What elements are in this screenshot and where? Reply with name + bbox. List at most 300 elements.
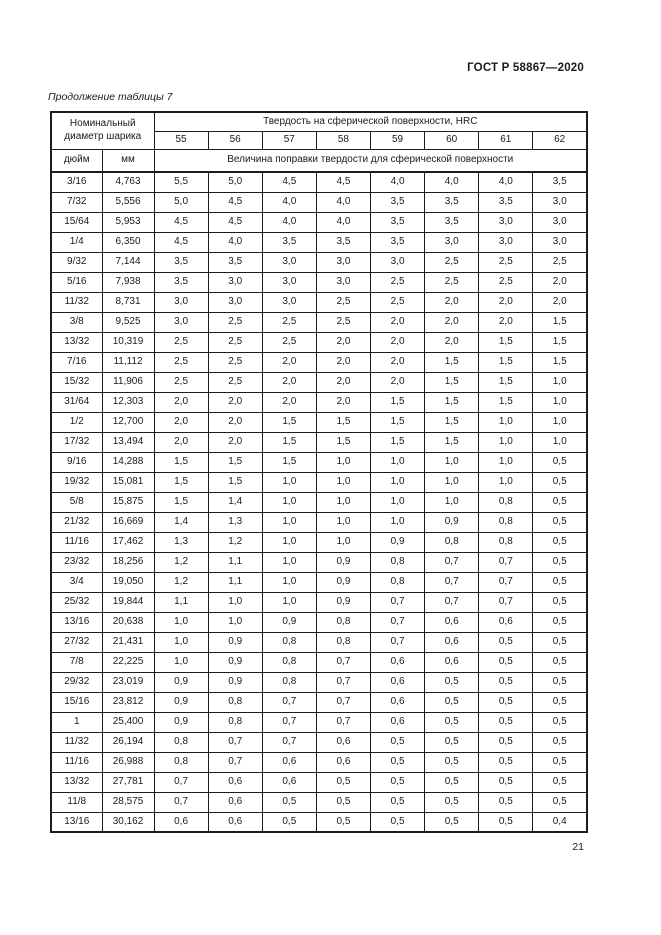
cell-correction-value: 1,5	[262, 452, 316, 472]
table-row	[51, 632, 587, 652]
cell-diameter-mm: 10,319	[102, 332, 154, 352]
cell-correction-value: 1,2	[154, 552, 208, 572]
cell-correction-value: 0,5	[425, 772, 479, 792]
table-row	[51, 172, 587, 192]
cell-correction-value: 0,5	[533, 592, 587, 612]
cell-correction-value: 0,7	[425, 552, 479, 572]
cell-diameter-mm: 5,556	[102, 192, 154, 212]
cell-diameter-mm: 7,144	[102, 252, 154, 272]
table-row	[51, 512, 587, 532]
cell-correction-value: 2,0	[479, 312, 533, 332]
cell-correction-value: 3,5	[154, 252, 208, 272]
table-row	[51, 552, 587, 572]
cell-correction-value: 0,5	[479, 752, 533, 772]
page-number: 21	[572, 841, 584, 853]
cell-diameter-mm: 30,162	[102, 812, 154, 832]
cell-correction-value: 3,0	[154, 312, 208, 332]
cell-correction-value: 0,6	[154, 812, 208, 832]
cell-diameter-inch: 5/16	[51, 272, 102, 292]
cell-correction-value: 1,5	[533, 352, 587, 372]
cell-diameter-mm: 15,081	[102, 472, 154, 492]
cell-diameter-mm: 4,763	[102, 172, 154, 192]
unit-inch-header: дюйм	[51, 149, 102, 172]
cell-correction-value: 1,0	[208, 592, 262, 612]
cell-correction-value: 0,8	[479, 492, 533, 512]
table-row	[51, 192, 587, 212]
table-caption: Продолжение таблицы 7	[48, 91, 173, 103]
cell-correction-value: 3,5	[208, 252, 262, 272]
hrc-level-header: 55	[154, 131, 208, 149]
cell-correction-value: 2,5	[208, 332, 262, 352]
cell-correction-value: 0,7	[479, 592, 533, 612]
cell-correction-value: 0,7	[479, 572, 533, 592]
cell-correction-value: 4,0	[262, 192, 316, 212]
cell-correction-value: 0,7	[316, 712, 370, 732]
cell-correction-value: 0,9	[371, 532, 425, 552]
nominal-diameter-header: Номинальный диаметр шарика	[51, 112, 154, 149]
header-row-units	[51, 149, 587, 172]
table-row	[51, 652, 587, 672]
cell-correction-value: 3,0	[316, 272, 370, 292]
cell-diameter-mm: 11,112	[102, 352, 154, 372]
cell-diameter-mm: 14,288	[102, 452, 154, 472]
cell-diameter-inch: 13/16	[51, 812, 102, 832]
cell-diameter-inch: 3/8	[51, 312, 102, 332]
cell-correction-value: 2,0	[208, 392, 262, 412]
cell-correction-value: 1,5	[154, 472, 208, 492]
cell-diameter-inch: 1/4	[51, 232, 102, 252]
cell-correction-value: 1,0	[262, 532, 316, 552]
table-row	[51, 572, 587, 592]
cell-correction-value: 0,9	[208, 652, 262, 672]
unit-mm-header: мм	[102, 149, 154, 172]
cell-diameter-inch: 27/32	[51, 632, 102, 652]
cell-diameter-inch: 11/16	[51, 532, 102, 552]
cell-correction-value: 2,0	[425, 332, 479, 352]
cell-diameter-mm: 20,638	[102, 612, 154, 632]
cell-correction-value: 0,4	[533, 812, 587, 832]
cell-correction-value: 0,6	[262, 752, 316, 772]
cell-correction-value: 0,6	[425, 652, 479, 672]
cell-correction-value: 0,6	[425, 612, 479, 632]
cell-correction-value: 1,5	[479, 372, 533, 392]
cell-diameter-inch: 15/16	[51, 692, 102, 712]
cell-correction-value: 1,0	[371, 492, 425, 512]
cell-correction-value: 0,5	[316, 812, 370, 832]
cell-correction-value: 1,0	[262, 552, 316, 572]
cell-correction-value: 3,5	[425, 192, 479, 212]
table-row	[51, 792, 587, 812]
cell-correction-value: 2,5	[154, 332, 208, 352]
hrc-level-header: 57	[262, 131, 316, 149]
cell-correction-value: 0,7	[154, 792, 208, 812]
cell-correction-value: 2,0	[425, 312, 479, 332]
cell-correction-value: 0,5	[316, 792, 370, 812]
cell-correction-value: 1,3	[208, 512, 262, 532]
cell-correction-value: 1,5	[208, 472, 262, 492]
cell-correction-value: 1,4	[154, 512, 208, 532]
cell-correction-value: 3,0	[154, 292, 208, 312]
cell-correction-value: 0,6	[316, 752, 370, 772]
cell-correction-value: 1,5	[371, 432, 425, 452]
cell-diameter-mm: 7,938	[102, 272, 154, 292]
cell-diameter-mm: 26,988	[102, 752, 154, 772]
cell-correction-value: 1,5	[425, 432, 479, 452]
cell-correction-value: 0,5	[479, 692, 533, 712]
table-row	[51, 532, 587, 552]
cell-correction-value: 0,7	[316, 692, 370, 712]
table-header	[51, 112, 587, 172]
cell-correction-value: 1,5	[154, 452, 208, 472]
cell-correction-value: 0,5	[479, 672, 533, 692]
cell-diameter-inch: 1	[51, 712, 102, 732]
cell-correction-value: 0,7	[208, 752, 262, 772]
cell-diameter-inch: 9/32	[51, 252, 102, 272]
cell-correction-value: 2,5	[154, 372, 208, 392]
cell-correction-value: 0,5	[371, 812, 425, 832]
cell-correction-value: 3,0	[262, 292, 316, 312]
cell-correction-value: 4,0	[262, 212, 316, 232]
cell-diameter-inch: 13/32	[51, 772, 102, 792]
cell-diameter-mm: 28,575	[102, 792, 154, 812]
cell-correction-value: 1,5	[371, 412, 425, 432]
cell-correction-value: 0,8	[154, 732, 208, 752]
cell-correction-value: 2,0	[262, 352, 316, 372]
table-row	[51, 612, 587, 632]
cell-diameter-inch: 11/8	[51, 792, 102, 812]
cell-correction-value: 4,0	[371, 172, 425, 192]
cell-correction-value: 0,5	[262, 812, 316, 832]
correction-value-header: Величина поправки твердости для сферической поверхности	[154, 149, 587, 172]
cell-correction-value: 2,5	[208, 312, 262, 332]
cell-correction-value: 0,5	[479, 712, 533, 732]
cell-correction-value: 3,5	[479, 192, 533, 212]
cell-diameter-inch: 11/32	[51, 732, 102, 752]
cell-correction-value: 3,0	[533, 232, 587, 252]
cell-diameter-inch: 29/32	[51, 672, 102, 692]
table-row	[51, 232, 587, 252]
hrc-level-header: 58	[316, 131, 370, 149]
cell-correction-value: 1,5	[425, 412, 479, 432]
cell-diameter-inch: 7/16	[51, 352, 102, 372]
cell-diameter-inch: 19/32	[51, 472, 102, 492]
cell-correction-value: 4,5	[316, 172, 370, 192]
cell-correction-value: 0,5	[533, 572, 587, 592]
cell-correction-value: 0,7	[479, 552, 533, 572]
cell-correction-value: 1,0	[479, 412, 533, 432]
cell-correction-value: 0,8	[316, 632, 370, 652]
cell-correction-value: 0,6	[208, 772, 262, 792]
cell-correction-value: 1,0	[316, 472, 370, 492]
cell-correction-value: 4,0	[316, 212, 370, 232]
cell-diameter-mm: 19,844	[102, 592, 154, 612]
cell-correction-value: 4,0	[425, 172, 479, 192]
hrc-level-header: 59	[371, 131, 425, 149]
cell-correction-value: 5,0	[154, 192, 208, 212]
cell-correction-value: 0,5	[533, 492, 587, 512]
cell-correction-value: 0,5	[533, 632, 587, 652]
cell-diameter-mm: 6,350	[102, 232, 154, 252]
cell-diameter-mm: 5,953	[102, 212, 154, 232]
cell-diameter-mm: 27,781	[102, 772, 154, 792]
cell-correction-value: 1,0	[371, 512, 425, 532]
standard-designation: ГОСТ Р 58867—2020	[467, 62, 584, 74]
cell-correction-value: 2,0	[262, 392, 316, 412]
cell-correction-value: 1,5	[479, 332, 533, 352]
cell-correction-value: 1,0	[479, 472, 533, 492]
cell-correction-value: 1,1	[208, 572, 262, 592]
cell-correction-value: 3,0	[316, 252, 370, 272]
cell-correction-value: 0,8	[262, 652, 316, 672]
cell-correction-value: 3,0	[425, 232, 479, 252]
cell-correction-value: 2,0	[262, 372, 316, 392]
cell-correction-value: 0,6	[208, 812, 262, 832]
cell-correction-value: 1,0	[262, 512, 316, 532]
cell-correction-value: 0,5	[425, 812, 479, 832]
cell-correction-value: 2,5	[533, 252, 587, 272]
cell-correction-value: 3,0	[533, 212, 587, 232]
hrc-level-header: 61	[479, 131, 533, 149]
cell-correction-value: 0,8	[208, 712, 262, 732]
cell-correction-value: 0,9	[316, 592, 370, 612]
cell-correction-value: 0,8	[154, 752, 208, 772]
cell-correction-value: 0,5	[533, 772, 587, 792]
table-row	[51, 272, 587, 292]
header-row-top	[51, 112, 587, 131]
cell-correction-value: 0,6	[316, 732, 370, 752]
cell-correction-value: 0,5	[533, 552, 587, 572]
cell-correction-value: 1,0	[316, 492, 370, 512]
cell-correction-value: 1,0	[316, 512, 370, 532]
cell-correction-value: 1,0	[316, 532, 370, 552]
cell-correction-value: 4,0	[208, 232, 262, 252]
cell-correction-value: 3,0	[479, 212, 533, 232]
table-row	[51, 212, 587, 232]
cell-correction-value: 5,0	[208, 172, 262, 192]
cell-correction-value: 1,0	[425, 452, 479, 472]
cell-correction-value: 3,0	[208, 292, 262, 312]
cell-correction-value: 2,5	[316, 292, 370, 312]
cell-correction-value: 3,0	[208, 272, 262, 292]
cell-correction-value: 3,5	[371, 192, 425, 212]
cell-correction-value: 1,0	[533, 372, 587, 392]
cell-correction-value: 0,7	[371, 612, 425, 632]
cell-correction-value: 2,5	[479, 252, 533, 272]
table-row	[51, 592, 587, 612]
cell-diameter-mm: 19,050	[102, 572, 154, 592]
cell-correction-value: 0,7	[154, 772, 208, 792]
cell-correction-value: 1,0	[533, 412, 587, 432]
cell-correction-value: 2,0	[371, 372, 425, 392]
cell-correction-value: 0,7	[262, 692, 316, 712]
cell-correction-value: 1,5	[371, 392, 425, 412]
table-row	[51, 292, 587, 312]
cell-correction-value: 1,5	[262, 432, 316, 452]
cell-correction-value: 0,8	[371, 552, 425, 572]
cell-correction-value: 0,5	[371, 732, 425, 752]
cell-correction-value: 1,5	[208, 452, 262, 472]
cell-correction-value: 0,5	[425, 792, 479, 812]
cell-correction-value: 0,9	[208, 672, 262, 692]
cell-correction-value: 2,0	[208, 412, 262, 432]
cell-correction-value: 0,5	[262, 792, 316, 812]
cell-correction-value: 0,7	[371, 632, 425, 652]
cell-correction-value: 0,9	[154, 712, 208, 732]
cell-correction-value: 4,5	[208, 192, 262, 212]
cell-correction-value: 4,5	[154, 232, 208, 252]
cell-correction-value: 0,6	[262, 772, 316, 792]
table-row	[51, 672, 587, 692]
cell-diameter-inch: 5/8	[51, 492, 102, 512]
cell-correction-value: 2,0	[533, 272, 587, 292]
cell-correction-value: 1,0	[262, 472, 316, 492]
cell-correction-value: 1,0	[533, 392, 587, 412]
table-row	[51, 412, 587, 432]
cell-correction-value: 2,0	[371, 332, 425, 352]
cell-correction-value: 0,9	[262, 612, 316, 632]
cell-correction-value: 0,6	[208, 792, 262, 812]
cell-correction-value: 1,0	[371, 452, 425, 472]
cell-diameter-mm: 12,303	[102, 392, 154, 412]
cell-diameter-mm: 22,225	[102, 652, 154, 672]
cell-correction-value: 0,5	[479, 652, 533, 672]
cell-correction-value: 1,0	[479, 432, 533, 452]
cell-correction-value: 1,0	[208, 612, 262, 632]
cell-correction-value: 0,9	[316, 552, 370, 572]
cell-diameter-inch: 11/16	[51, 752, 102, 772]
cell-correction-value: 1,0	[425, 492, 479, 512]
cell-correction-value: 1,5	[316, 412, 370, 432]
cell-correction-value: 2,0	[316, 372, 370, 392]
cell-correction-value: 0,5	[371, 772, 425, 792]
table-row	[51, 492, 587, 512]
cell-correction-value: 4,5	[262, 172, 316, 192]
cell-correction-value: 2,5	[479, 272, 533, 292]
cell-correction-value: 0,6	[371, 652, 425, 672]
cell-correction-value: 0,8	[316, 612, 370, 632]
cell-correction-value: 0,5	[479, 732, 533, 752]
cell-correction-value: 2,5	[425, 252, 479, 272]
cell-correction-value: 0,8	[479, 512, 533, 532]
cell-correction-value: 2,0	[208, 432, 262, 452]
cell-diameter-inch: 31/64	[51, 392, 102, 412]
cell-correction-value: 3,0	[479, 232, 533, 252]
cell-correction-value: 3,0	[262, 252, 316, 272]
table-body	[51, 172, 587, 832]
cell-correction-value: 0,5	[316, 772, 370, 792]
hrc-level-header: 60	[425, 131, 479, 149]
cell-correction-value: 1,3	[154, 532, 208, 552]
cell-correction-value: 1,2	[154, 572, 208, 592]
cell-diameter-mm: 23,812	[102, 692, 154, 712]
cell-diameter-mm: 13,494	[102, 432, 154, 452]
cell-correction-value: 2,5	[371, 272, 425, 292]
cell-correction-value: 0,9	[316, 572, 370, 592]
cell-correction-value: 0,9	[425, 512, 479, 532]
cell-diameter-mm: 18,256	[102, 552, 154, 572]
cell-diameter-mm: 9,525	[102, 312, 154, 332]
cell-correction-value: 1,5	[533, 332, 587, 352]
cell-correction-value: 0,5	[533, 692, 587, 712]
cell-diameter-mm: 12,700	[102, 412, 154, 432]
cell-diameter-mm: 11,906	[102, 372, 154, 392]
cell-correction-value: 0,5	[425, 692, 479, 712]
cell-correction-value: 0,5	[425, 732, 479, 752]
cell-correction-value: 4,0	[479, 172, 533, 192]
cell-diameter-inch: 7/8	[51, 652, 102, 672]
cell-correction-value: 2,5	[154, 352, 208, 372]
cell-diameter-inch: 25/32	[51, 592, 102, 612]
cell-correction-value: 1,5	[316, 432, 370, 452]
cell-correction-value: 3,0	[533, 192, 587, 212]
cell-correction-value: 1,5	[533, 312, 587, 332]
cell-diameter-mm: 15,875	[102, 492, 154, 512]
cell-correction-value: 3,5	[425, 212, 479, 232]
table-row	[51, 312, 587, 332]
cell-correction-value: 1,0	[154, 652, 208, 672]
cell-diameter-mm: 25,400	[102, 712, 154, 732]
cell-diameter-inch: 13/16	[51, 612, 102, 632]
cell-correction-value: 1,0	[262, 572, 316, 592]
cell-correction-value: 3,5	[371, 232, 425, 252]
cell-correction-value: 0,7	[425, 592, 479, 612]
table-row	[51, 432, 587, 452]
cell-correction-value: 4,5	[154, 212, 208, 232]
cell-diameter-inch: 11/32	[51, 292, 102, 312]
cell-correction-value: 0,5	[533, 512, 587, 532]
table-row	[51, 692, 587, 712]
cell-correction-value: 1,0	[425, 472, 479, 492]
cell-correction-value: 0,5	[371, 752, 425, 772]
cell-correction-value: 2,5	[425, 272, 479, 292]
table-row	[51, 392, 587, 412]
cell-diameter-inch: 21/32	[51, 512, 102, 532]
cell-correction-value: 0,9	[154, 692, 208, 712]
cell-correction-value: 2,0	[154, 392, 208, 412]
cell-correction-value: 4,0	[316, 192, 370, 212]
cell-diameter-mm: 23,019	[102, 672, 154, 692]
cell-correction-value: 1,0	[533, 432, 587, 452]
cell-correction-value: 3,5	[316, 232, 370, 252]
cell-correction-value: 0,8	[371, 572, 425, 592]
cell-correction-value: 1,5	[425, 352, 479, 372]
cell-correction-value: 2,0	[371, 352, 425, 372]
cell-correction-value: 0,7	[262, 732, 316, 752]
cell-correction-value: 2,5	[262, 332, 316, 352]
cell-diameter-inch: 15/64	[51, 212, 102, 232]
cell-correction-value: 2,0	[425, 292, 479, 312]
cell-correction-value: 1,0	[479, 452, 533, 472]
cell-correction-value: 3,0	[371, 252, 425, 272]
cell-correction-value: 0,5	[533, 532, 587, 552]
table-row	[51, 452, 587, 472]
table-row	[51, 752, 587, 772]
cell-correction-value: 1,0	[154, 632, 208, 652]
cell-correction-value: 2,5	[316, 312, 370, 332]
cell-correction-value: 0,8	[425, 532, 479, 552]
cell-correction-value: 0,5	[479, 812, 533, 832]
cell-correction-value: 0,5	[533, 752, 587, 772]
cell-correction-value: 0,5	[479, 792, 533, 812]
cell-diameter-inch: 23/32	[51, 552, 102, 572]
cell-diameter-mm: 26,194	[102, 732, 154, 752]
cell-correction-value: 4,5	[208, 212, 262, 232]
cell-correction-value: 0,5	[533, 452, 587, 472]
cell-correction-value: 1,5	[154, 492, 208, 512]
table-row	[51, 812, 587, 832]
hardness-surface-header: Твердость на сферической поверхности, HRC	[154, 112, 587, 131]
cell-diameter-inch: 3/4	[51, 572, 102, 592]
